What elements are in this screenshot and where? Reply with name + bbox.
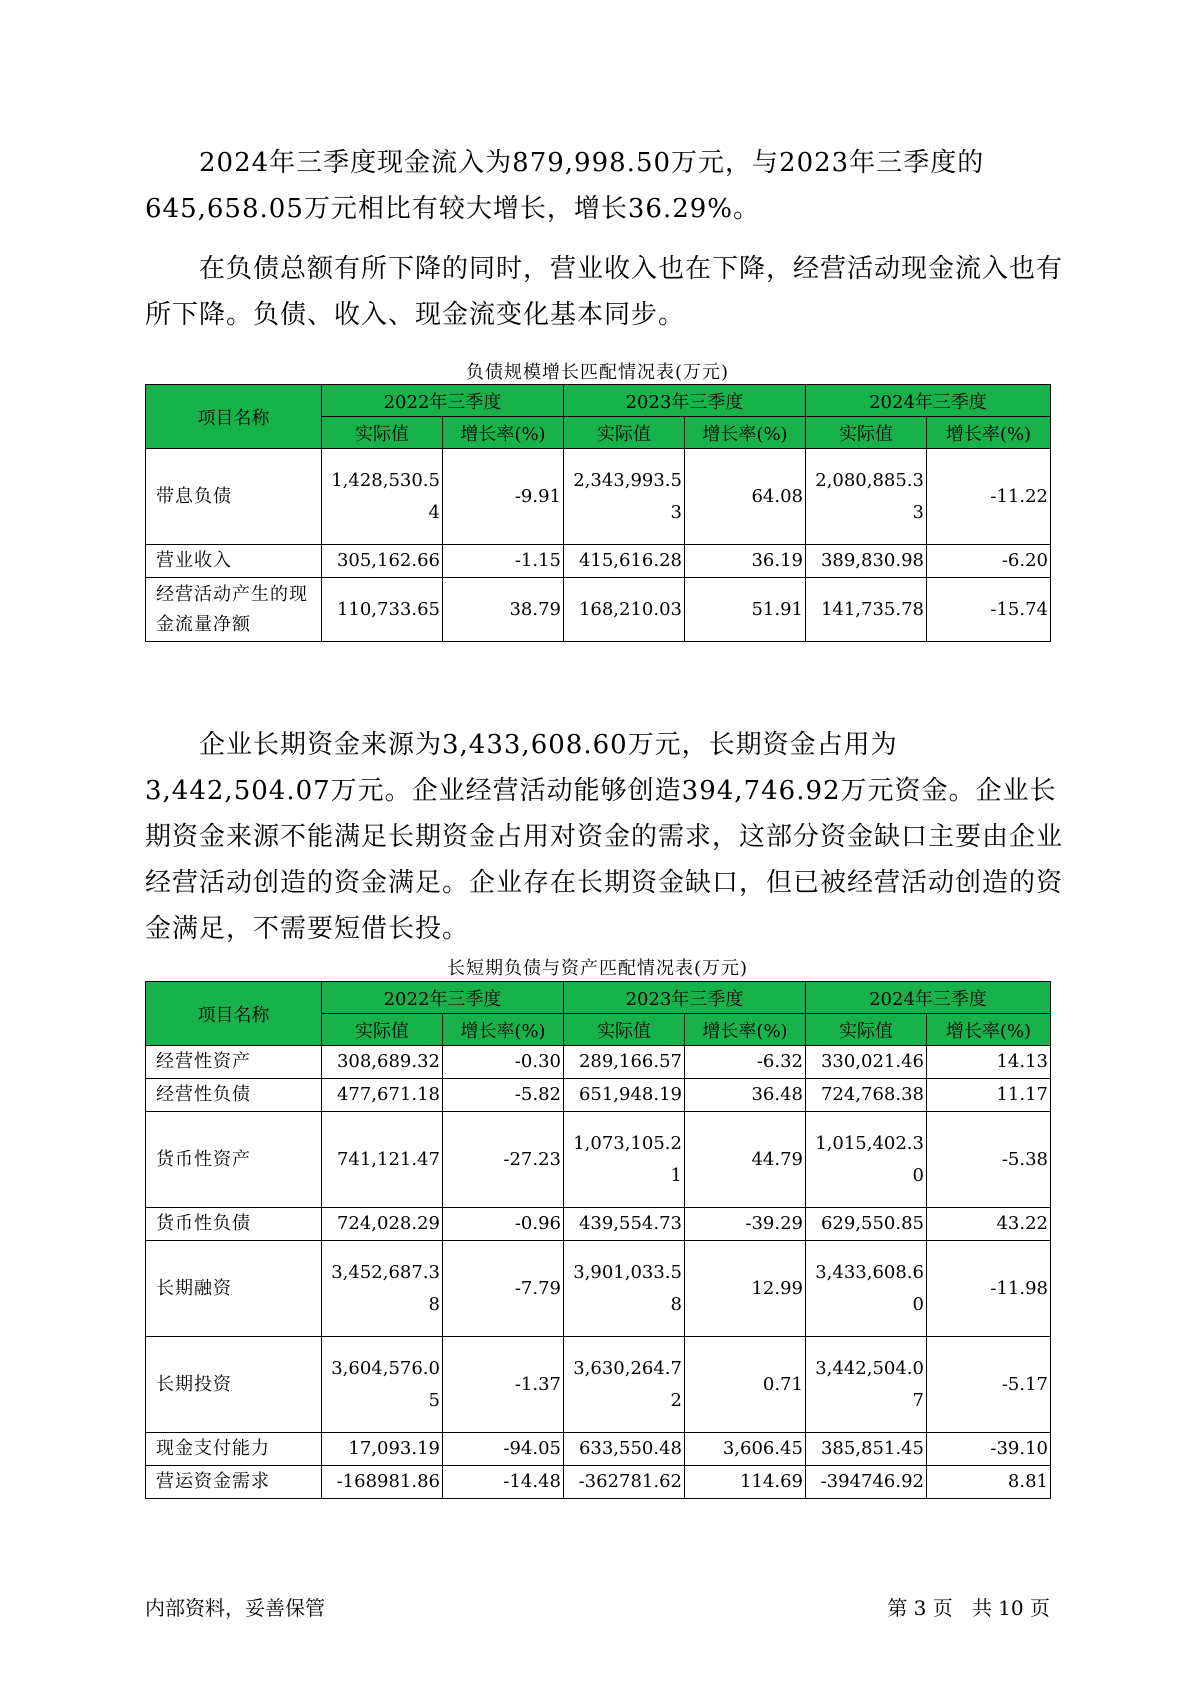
cell-value: 477,671.18 [322,1079,443,1112]
cell-value: 3,606.45 [685,1433,806,1466]
period-header: 2023年三季度 [564,982,806,1014]
growth-rate-header: 增长率(%) [685,417,806,449]
cell-value: -6.32 [685,1046,806,1079]
cell-value: 724,768.38 [806,1079,927,1112]
table1-caption: 负债规模增长匹配情况表(万元) [465,362,730,383]
table-row [146,1433,1051,1466]
cell-value: 44.79 [685,1112,806,1208]
cell-value: 1,428,530.54 [322,449,443,545]
period-header: 2023年三季度 [564,385,806,417]
item-name-header: 项目名称 [146,385,322,449]
cell-value: 36.19 [685,545,806,578]
cell-value: 439,554.73 [564,1208,685,1241]
cell-value: 43.22 [927,1208,1051,1241]
cell-value: 2,343,993.53 [564,449,685,545]
cell-value: 8.81 [927,1466,1051,1499]
table2-caption: 长短期负债与资产匹配情况表(万元) [446,958,749,979]
cell-value: -394746.92 [806,1466,927,1499]
row-name: 长期投资 [146,1337,322,1433]
cell-value: 3,442,504.07 [806,1337,927,1433]
cell-value: 724,028.29 [322,1208,443,1241]
actual-value-header: 实际值 [322,1014,443,1046]
table-row [146,545,1051,578]
cell-value: 51.91 [685,578,806,642]
cell-value: 0.71 [685,1337,806,1433]
cell-value: 741,121.47 [322,1112,443,1208]
growth-rate-header: 增长率(%) [927,1014,1051,1046]
row-name: 现金支付能力 [146,1433,322,1466]
cell-value: 330,021.46 [806,1046,927,1079]
cell-value: 168,210.03 [564,578,685,642]
actual-value-header: 实际值 [322,417,443,449]
cell-value: 36.48 [685,1079,806,1112]
cell-value: -27.23 [443,1112,564,1208]
paragraph-debt-revenue: 在负债总额有所下降的同时，营业收入也在下降，经营活动现金流入也有所下降。负债、收入、现金流变化基本同步。 [145,254,1064,330]
actual-value-header: 实际值 [806,1014,927,1046]
paragraph-cash-inflow: 2024年三季度现金流入为879,998.50万元，与2023年三季度的645,658.05万元相比有较大增长，增长36.29%。 [145,148,985,224]
cell-value: 629,550.85 [806,1208,927,1241]
growth-rate-header: 增长率(%) [927,417,1051,449]
cell-value: -94.05 [443,1433,564,1466]
cell-value: 3,630,264.72 [564,1337,685,1433]
row-name: 营业收入 [146,545,322,578]
row-name: 经营性资产 [146,1046,322,1079]
cell-value: -362781.62 [564,1466,685,1499]
cell-value: 651,948.19 [564,1079,685,1112]
cell-value: 114.69 [685,1466,806,1499]
period-header: 2024年三季度 [806,982,1051,1014]
cell-value: -5.38 [927,1112,1051,1208]
period-header: 2022年三季度 [322,982,564,1014]
cell-value: -0.30 [443,1046,564,1079]
period-header: 2024年三季度 [806,385,1051,417]
table-row [146,1337,1051,1433]
cell-value: 3,901,033.58 [564,1241,685,1337]
cell-value: 1,015,402.30 [806,1112,927,1208]
row-name: 货币性资产 [146,1112,322,1208]
cell-value: 17,093.19 [322,1433,443,1466]
paragraph-long-term-funds: 企业长期资金来源为3,433,608.60万元，长期资金占用为3,442,504.07万元。企业经营活动能够创造394,746.92万元资金。企业长期资金来源不能满足长期资金占用对资金的需求，这部分资金缺口主要由企业经营活动创造的资金满足。企业存在长期资金缺口，但已被经营活动创造的资金满足，不需要短借长投。 [145,730,1064,944]
cell-value: -7.79 [443,1241,564,1337]
table-row [146,1046,1051,1079]
cell-value: -39.29 [685,1208,806,1241]
growth-rate-header: 增长率(%) [685,1014,806,1046]
cell-value: -15.74 [927,578,1051,642]
cell-value: 2,080,885.33 [806,449,927,545]
table-row [146,1079,1051,1112]
table-row [146,1466,1051,1499]
row-name: 营运资金需求 [146,1466,322,1499]
table-row [146,1112,1051,1208]
table-row [146,1241,1051,1337]
cell-value: -168981.86 [322,1466,443,1499]
cell-value: -5.17 [927,1337,1051,1433]
cell-value: 38.79 [443,578,564,642]
cell-value: 289,166.57 [564,1046,685,1079]
row-name: 长期融资 [146,1241,322,1337]
growth-rate-header: 增长率(%) [443,417,564,449]
table-row [146,578,1051,642]
cell-value: -1.15 [443,545,564,578]
cell-value: -11.22 [927,449,1051,545]
row-name: 货币性负债 [146,1208,322,1241]
growth-rate-header: 增长率(%) [443,1014,564,1046]
cell-value: 3,452,687.38 [322,1241,443,1337]
cell-value: -11.98 [927,1241,1051,1337]
cell-value: 415,616.28 [564,545,685,578]
table-long-short-match [145,981,1051,1499]
cell-value: -39.10 [927,1433,1051,1466]
cell-value: 308,689.32 [322,1046,443,1079]
cell-value: 1,073,105.21 [564,1112,685,1208]
actual-value-header: 实际值 [564,417,685,449]
cell-value: -1.37 [443,1337,564,1433]
cell-value: 305,162.66 [322,545,443,578]
cell-value: -0.96 [443,1208,564,1241]
cell-value: 14.13 [927,1046,1051,1079]
cell-value: -14.48 [443,1466,564,1499]
cell-value: 385,851.45 [806,1433,927,1466]
cell-value: 3,433,608.60 [806,1241,927,1337]
table-debt-growth-match [145,384,1051,642]
cell-value: 64.08 [685,449,806,545]
footer-page-number: 第 3 页 共 10 页 [887,1596,1050,1620]
cell-value: -9.91 [443,449,564,545]
cell-value: 12.99 [685,1241,806,1337]
cell-value: 389,830.98 [806,545,927,578]
actual-value-header: 实际值 [564,1014,685,1046]
cell-value: 110,733.65 [322,578,443,642]
cell-value: 141,735.78 [806,578,927,642]
cell-value: -6.20 [927,545,1051,578]
cell-value: 633,550.48 [564,1433,685,1466]
period-header: 2022年三季度 [322,385,564,417]
footer-confidential-note: 内部资料，妥善保管 [145,1596,325,1620]
row-name: 带息负债 [146,449,322,545]
row-name: 经营活动产生的现金流量净额 [146,578,322,642]
cell-value: 11.17 [927,1079,1051,1112]
cell-value: -5.82 [443,1079,564,1112]
item-name-header: 项目名称 [146,982,322,1046]
table-row [146,449,1051,545]
actual-value-header: 实际值 [806,417,927,449]
row-name: 经营性负债 [146,1079,322,1112]
cell-value: 3,604,576.05 [322,1337,443,1433]
table-row [146,1208,1051,1241]
